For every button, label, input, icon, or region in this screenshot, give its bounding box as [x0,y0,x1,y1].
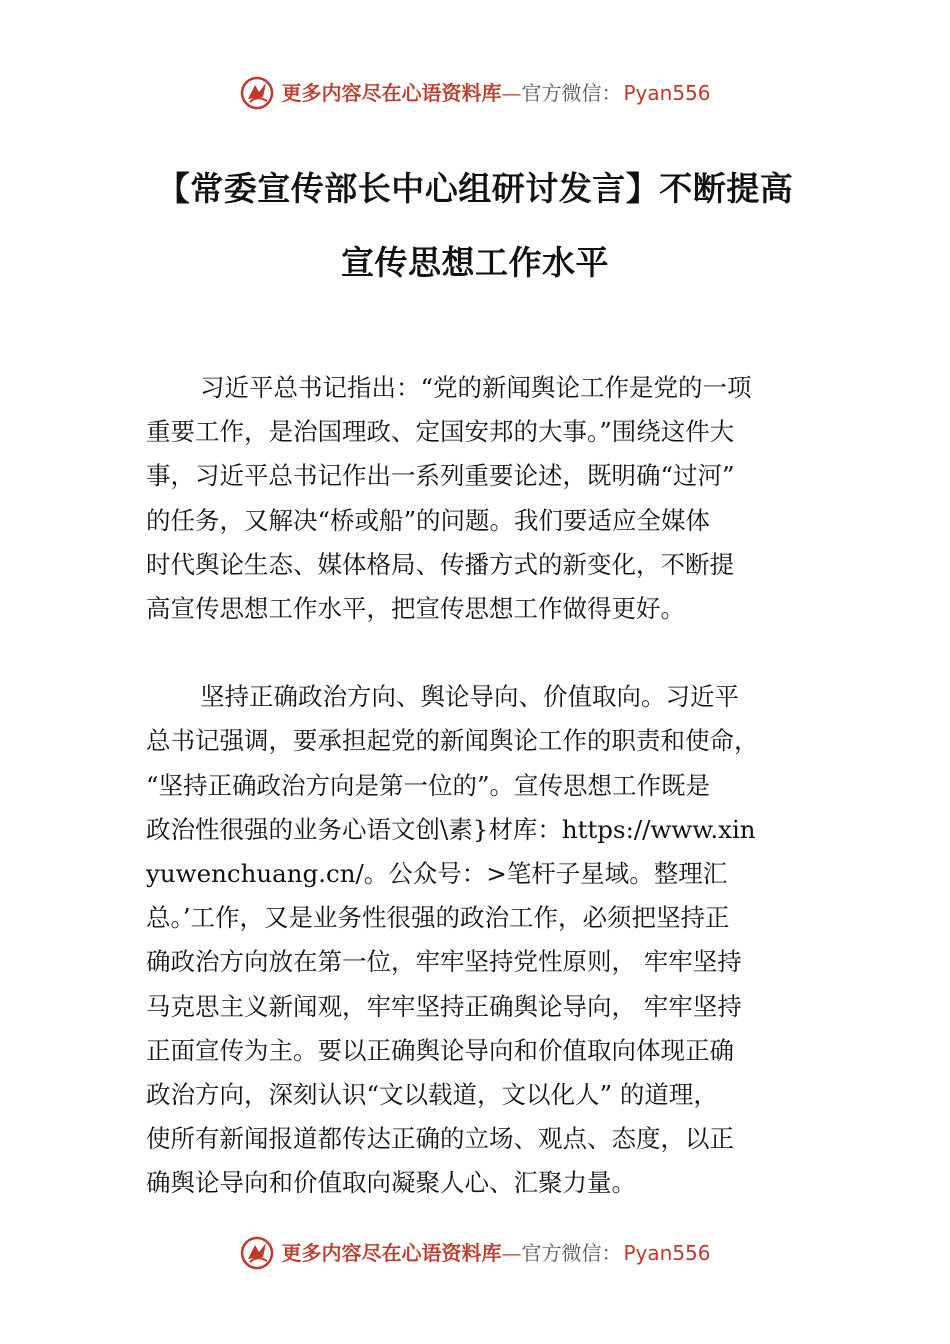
text-line: 确舆论导向和价值取向凝聚人心、汇聚力量。 [146,1168,636,1198]
paragraph-2 [146,675,812,1205]
text-line: 的任务，又解决“桥或船”的问题。我们要适应全媒体 [146,505,711,535]
text-line: 坚持正确政治方向、舆论导向、价值取向。习近平 [200,682,739,712]
header-banner [0,70,950,116]
text-line: 重要工作，是治国理政、定国安邦的大事。”围绕这件大 [146,417,735,447]
text-line: 确政治方向放在第一位，牢牢坚持党性原则， 牢牢坚持 [146,947,742,977]
banner-brand-text: 更多内容尽在心语资料库 [281,81,502,105]
document-body [146,366,812,1250]
text-line: 事，习近平总书记作出一系列重要论述，既明确“过河” [146,461,735,491]
banner-dash: — [501,1241,522,1265]
title-line-1: 【常委宣传部长中心组研讨发言】不断提高 [156,169,794,208]
text-line: yuwenchuang.cn/。公众号：>笔杆子星域。整理汇 [146,859,728,889]
text-line: 总书记强调，要承担起党的新闻舆论工作的职责和使命， [146,726,759,756]
text-line: 习近平总书记指出：“党的新闻舆论工作是党的一项 [200,373,752,402]
text-line: “坚持正确政治方向是第一位的”。宣传思想工作既是 [146,770,711,800]
text-line: 总。’工作，又是业务性很强的政治工作，必须把坚持正 [146,903,730,933]
text-line: 时代舆论生态、媒体格局、传播方式的新变化，不断提 [146,549,734,579]
fox-logo-icon [239,75,275,111]
paragraph-1 [146,366,812,631]
text-line: 正面宣传为主。要以正确舆论导向和价值取向体现正确 [146,1035,734,1065]
text-line: 政治方向，深刻认识“文以载道，文以化人” 的道理， [146,1080,718,1110]
banner-wechat-id: Pyan556 [623,1241,711,1265]
banner-wechat-id: Pyan556 [623,81,711,105]
text-line: 使所有新闻报道都传达正确的立场、观点、态度，以正 [146,1124,734,1154]
banner-dash: — [501,81,522,105]
footer-banner [0,1230,950,1276]
text-line: 高宣传思想工作水平，把宣传思想工作做得更好。 [146,594,685,624]
text-line: 政治性很强的业务心语文创\素}材库：https://www.xin [146,814,756,844]
banner-brand-text: 更多内容尽在心语资料库 [281,1241,502,1265]
banner-wechat-label: 官方微信： [521,81,622,105]
banner-wechat-label: 官方微信： [521,1241,622,1265]
text-line: 马克思主义新闻观，牢牢坚持正确舆论导向， 牢牢坚持 [146,991,742,1021]
document-title [140,152,810,300]
fox-logo-icon [239,1235,275,1271]
title-line-2: 宣传思想工作水平 [341,243,609,282]
